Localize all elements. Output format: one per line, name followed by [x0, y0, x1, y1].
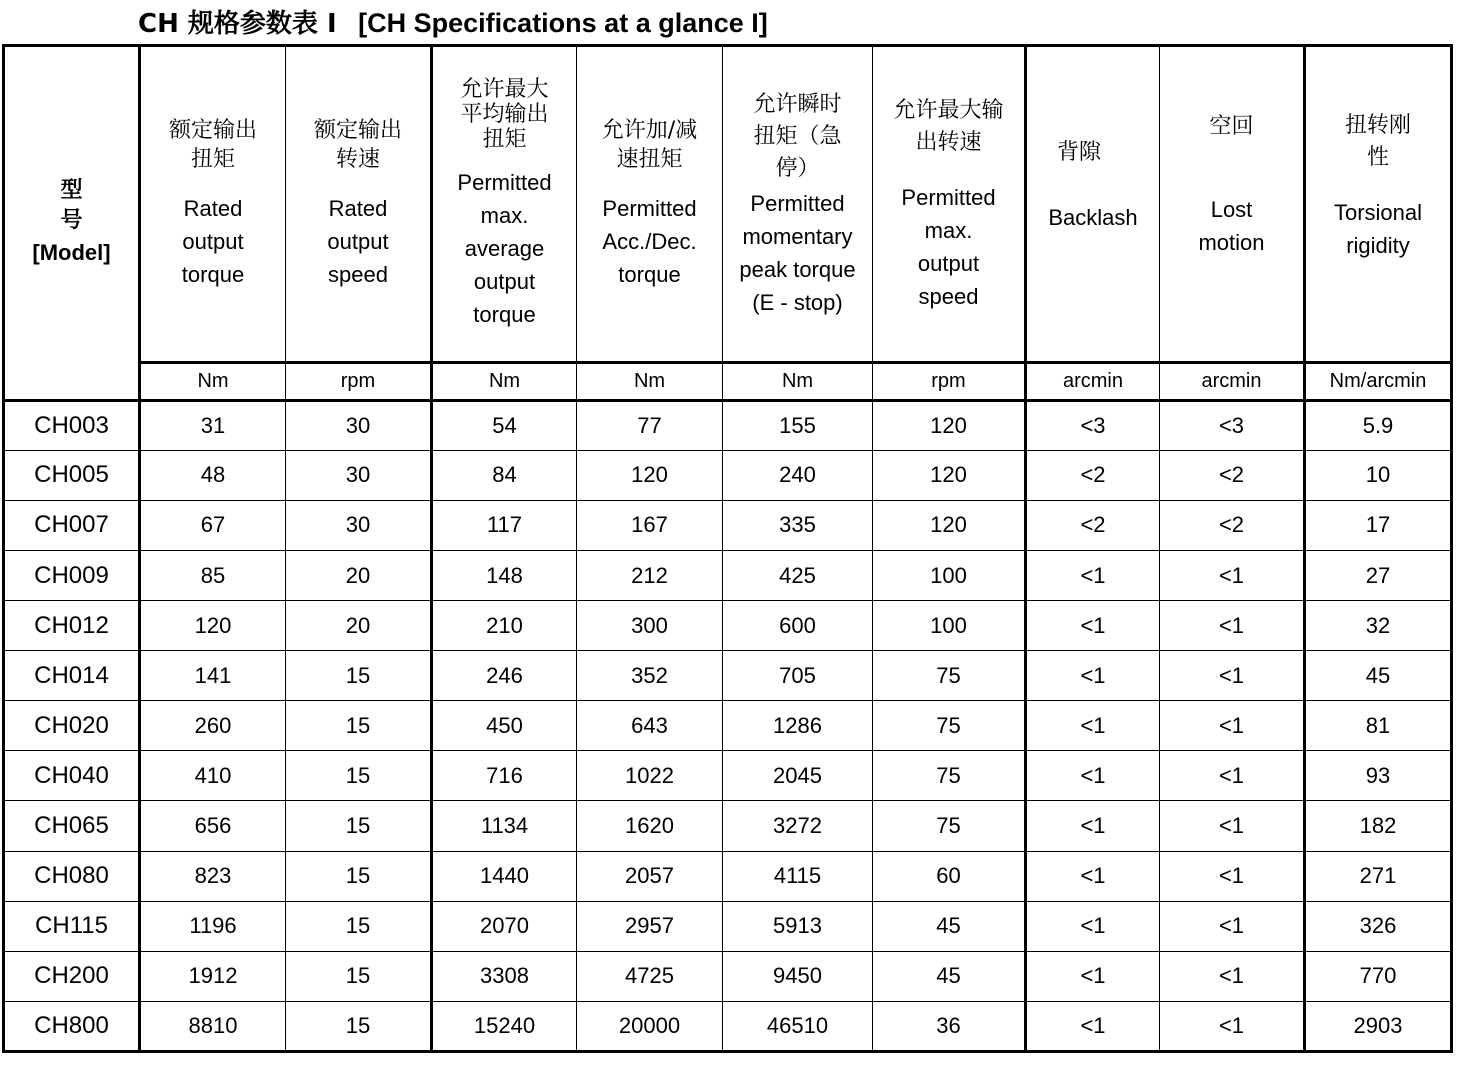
title-chinese: CH 规格参数表 I [138, 9, 337, 39]
unit-cell: Nm [723, 362, 873, 400]
header-rated-output-torque [140, 46, 286, 363]
model-cell: CH014 [4, 651, 140, 701]
value-cell: 4725 [577, 951, 723, 1001]
value-cell: 271 [1305, 851, 1452, 901]
value-cell: 75 [873, 751, 1026, 801]
value-cell: 15 [286, 801, 432, 851]
table-row [4, 801, 1452, 851]
value-cell: 93 [1305, 751, 1452, 801]
value-cell: <1 [1026, 751, 1160, 801]
value-cell: 84 [432, 450, 577, 500]
value-cell: 5.9 [1305, 400, 1452, 450]
value-cell: 1620 [577, 801, 723, 851]
value-cell: 45 [873, 901, 1026, 951]
value-cell: 120 [873, 450, 1026, 500]
value-cell: <2 [1160, 500, 1305, 550]
header-backlash [1026, 46, 1160, 363]
value-cell: <1 [1026, 651, 1160, 701]
header-permitted-acc-dec-torque [577, 46, 723, 363]
unit-cell: Nm [577, 362, 723, 400]
value-cell: 31 [140, 400, 286, 450]
value-cell: 117 [432, 500, 577, 550]
header-cn: 允许加/减速扭矩 [601, 118, 698, 173]
value-cell: <1 [1026, 901, 1160, 951]
value-cell: 45 [873, 951, 1026, 1001]
value-cell: 260 [140, 701, 286, 751]
value-cell: 15 [286, 901, 432, 951]
value-cell: 182 [1305, 801, 1452, 851]
value-cell: 1134 [432, 801, 577, 851]
value-cell: 326 [1305, 901, 1452, 951]
model-cell: CH005 [4, 450, 140, 500]
value-cell: 335 [723, 500, 873, 550]
value-cell: 1912 [140, 951, 286, 1001]
model-cell: CH800 [4, 1001, 140, 1051]
table-row [4, 400, 1452, 450]
header-cn: 额定输出扭矩 [168, 118, 257, 173]
value-cell: <1 [1026, 550, 1160, 600]
value-cell: 27 [1305, 550, 1452, 600]
table-row [4, 901, 1452, 951]
unit-cell: Nm/arcmin [1305, 362, 1452, 400]
header-cn: 空回 [1209, 114, 1254, 140]
value-cell: <3 [1026, 400, 1160, 450]
value-cell: 2903 [1305, 1001, 1452, 1051]
header-torsional-rigidity [1305, 46, 1452, 363]
value-cell: 45 [1305, 651, 1452, 701]
value-cell: 212 [577, 550, 723, 600]
value-cell: 240 [723, 450, 873, 500]
value-cell: 46510 [723, 1001, 873, 1051]
header-cn: 允许最大输出转速 [893, 97, 1004, 155]
value-cell: 15 [286, 701, 432, 751]
value-cell: <1 [1026, 951, 1160, 1001]
table-row [4, 651, 1452, 701]
table-row [4, 500, 1452, 550]
value-cell: <1 [1026, 801, 1160, 851]
value-cell: <2 [1026, 500, 1160, 550]
value-cell: 3272 [723, 801, 873, 851]
value-cell: 20000 [577, 1001, 723, 1051]
model-cell: CH003 [4, 400, 140, 450]
value-cell: 36 [873, 1001, 1026, 1051]
unit-cell: Nm [140, 362, 286, 400]
value-cell: 15 [286, 851, 432, 901]
value-cell: 643 [577, 701, 723, 751]
table-row [4, 851, 1452, 901]
value-cell: <1 [1160, 550, 1305, 600]
header-cn: 允许最大平均输出扭矩 [460, 76, 549, 152]
value-cell: 656 [140, 801, 286, 851]
header-row [4, 46, 1452, 363]
value-cell: 1022 [577, 751, 723, 801]
value-cell: 823 [140, 851, 286, 901]
value-cell: 30 [286, 500, 432, 550]
header-en: Permitted max. output speed [901, 184, 996, 309]
value-cell: <3 [1160, 400, 1305, 450]
value-cell: 5913 [723, 901, 873, 951]
value-cell: 120 [577, 450, 723, 500]
model-cell: CH080 [4, 851, 140, 901]
value-cell: 705 [723, 651, 873, 701]
table-row [4, 751, 1452, 801]
value-cell: 2070 [432, 901, 577, 951]
unit-cell: arcmin [1026, 362, 1160, 400]
header-model-en: [Model] [32, 239, 111, 265]
header-en: Rated output speed [327, 196, 389, 288]
header-model-cn: 型 号 [60, 177, 105, 233]
value-cell: 210 [432, 601, 577, 651]
value-cell: 1196 [140, 901, 286, 951]
model-cell: CH009 [4, 550, 140, 600]
header-en: Permitted max. average output torque [457, 169, 552, 327]
model-cell: CH020 [4, 701, 140, 751]
model-cell: CH007 [4, 500, 140, 550]
value-cell: 60 [873, 851, 1026, 901]
value-cell: <1 [1160, 1001, 1305, 1051]
value-cell: <1 [1160, 601, 1305, 651]
header-cn: 背隙 [1057, 139, 1102, 165]
value-cell: 120 [873, 400, 1026, 450]
value-cell: 15 [286, 751, 432, 801]
specifications-table [2, 44, 1453, 1053]
value-cell: 15 [286, 951, 432, 1001]
value-cell: 15240 [432, 1001, 577, 1051]
header-cn: 扭转刚性 [1344, 112, 1411, 170]
unit-cell: Nm [432, 362, 577, 400]
value-cell: 770 [1305, 951, 1452, 1001]
value-cell: <2 [1026, 450, 1160, 500]
header-en: Rated output torque [181, 196, 245, 288]
value-cell: 15 [286, 651, 432, 701]
value-cell: <1 [1160, 651, 1305, 701]
header-lost-motion [1160, 46, 1305, 363]
value-cell: 20 [286, 601, 432, 651]
value-cell: <1 [1160, 901, 1305, 951]
value-cell: 1440 [432, 851, 577, 901]
header-en: Permitted momentary peak torque (E - stop) [739, 190, 856, 315]
unit-cell: rpm [873, 362, 1026, 400]
table-row [4, 601, 1452, 651]
value-cell: 81 [1305, 701, 1452, 751]
value-cell: 48 [140, 450, 286, 500]
value-cell: <1 [1160, 801, 1305, 851]
value-cell: 10 [1305, 450, 1452, 500]
unit-cell: rpm [286, 362, 432, 400]
value-cell: <1 [1160, 851, 1305, 901]
table-row [4, 701, 1452, 751]
value-cell: 17 [1305, 500, 1452, 550]
model-cell: CH040 [4, 751, 140, 801]
header-en: Lost motion [1198, 197, 1265, 256]
value-cell: <1 [1160, 751, 1305, 801]
value-cell: 167 [577, 500, 723, 550]
value-cell: 8810 [140, 1001, 286, 1051]
model-cell: CH065 [4, 801, 140, 851]
value-cell: <1 [1026, 851, 1160, 901]
table-row [4, 450, 1452, 500]
value-cell: 77 [577, 400, 723, 450]
header-permitted-max-average-output-torque [432, 46, 577, 363]
value-cell: <1 [1160, 951, 1305, 1001]
header-permitted-momentary-peak-torque [723, 46, 873, 363]
value-cell: 32 [1305, 601, 1452, 651]
value-cell: 246 [432, 651, 577, 701]
table-row [4, 550, 1452, 600]
value-cell: 352 [577, 651, 723, 701]
value-cell: 450 [432, 701, 577, 751]
value-cell: <1 [1026, 601, 1160, 651]
header-en: Torsional rigidity [1333, 199, 1423, 258]
value-cell: 85 [140, 550, 286, 600]
header-rated-output-speed [286, 46, 432, 363]
header-cn: 允许瞬时扭矩（急停） [753, 91, 842, 181]
value-cell: 155 [723, 400, 873, 450]
value-cell: 100 [873, 550, 1026, 600]
value-cell: 2057 [577, 851, 723, 901]
value-cell: 148 [432, 550, 577, 600]
header-en: Permitted Acc./Dec. torque [602, 196, 697, 288]
value-cell: 300 [577, 601, 723, 651]
value-cell: 75 [873, 701, 1026, 751]
unit-cell: arcmin [1160, 362, 1305, 400]
value-cell: 1286 [723, 701, 873, 751]
value-cell: <1 [1160, 701, 1305, 751]
value-cell: 9450 [723, 951, 873, 1001]
value-cell: 2045 [723, 751, 873, 801]
model-cell: CH115 [4, 901, 140, 951]
unit-row [4, 362, 1452, 400]
value-cell: 75 [873, 651, 1026, 701]
header-model [4, 46, 140, 401]
value-cell: <1 [1026, 1001, 1160, 1051]
value-cell: 716 [432, 751, 577, 801]
value-cell: 120 [873, 500, 1026, 550]
value-cell: 15 [286, 1001, 432, 1051]
value-cell: 30 [286, 450, 432, 500]
header-permitted-max-output-speed [873, 46, 1026, 363]
value-cell: 425 [723, 550, 873, 600]
value-cell: 30 [286, 400, 432, 450]
value-cell: <1 [1026, 701, 1160, 751]
title-english: [CH Specifications at a glance I] [358, 8, 768, 38]
table-row [4, 951, 1452, 1001]
value-cell: 20 [286, 550, 432, 600]
value-cell: 120 [140, 601, 286, 651]
value-cell: <2 [1160, 450, 1305, 500]
value-cell: 100 [873, 601, 1026, 651]
header-cn: 额定输出转速 [313, 118, 402, 173]
model-cell: CH200 [4, 951, 140, 1001]
model-cell: CH012 [4, 601, 140, 651]
value-cell: 2957 [577, 901, 723, 951]
table-row [4, 1001, 1452, 1051]
value-cell: 54 [432, 400, 577, 450]
value-cell: 75 [873, 801, 1026, 851]
page-title [138, 4, 768, 42]
value-cell: 67 [140, 500, 286, 550]
value-cell: 600 [723, 601, 873, 651]
header-en: Backlash [1048, 204, 1138, 230]
value-cell: 3308 [432, 951, 577, 1001]
value-cell: 4115 [723, 851, 873, 901]
value-cell: 141 [140, 651, 286, 701]
value-cell: 410 [140, 751, 286, 801]
